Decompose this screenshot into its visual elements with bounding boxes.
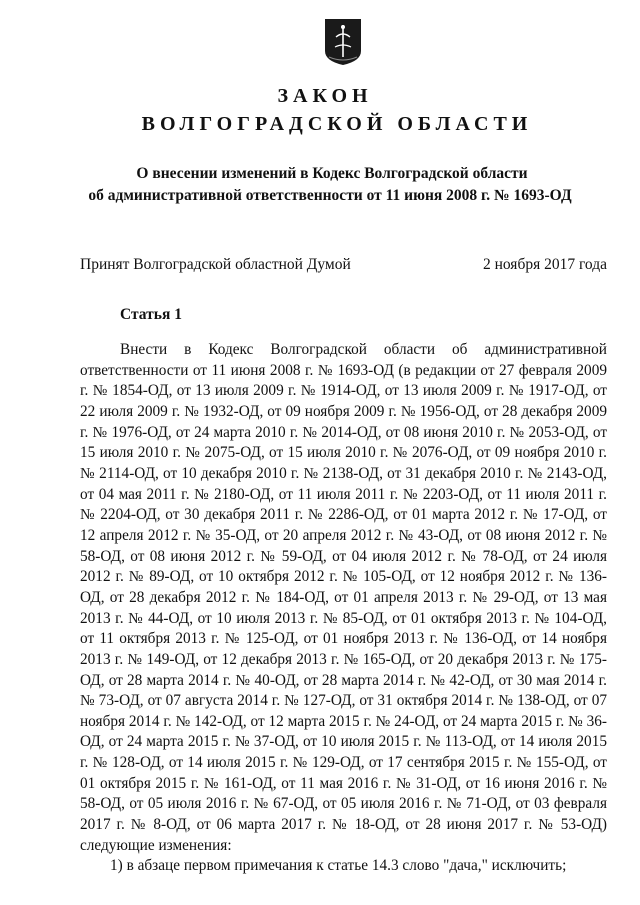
article-item-1: 1) в абзаце первом примечания к статье 14.3 слово "дача," исключить; <box>110 857 567 875</box>
adopted-by: Принят Волгоградской областной Думой <box>80 256 351 273</box>
article-body <box>80 340 607 877</box>
document-subtitle-line2: об административной ответственности от 11 июня 2008 г. № 1693-ОД <box>88 187 572 204</box>
article-intro-paragraph: Внести в Кодекс Волгоградской области об административной ответственности от 11 июня 2008 г. № 1693-ОД (в редакции от 27 февраля 2009 г. № 1854-ОД, от 13 июля 2009 г. № 1914-ОД, от 13 июля 2009 г. № 1917-ОД, от 22 июля 2009 г. № 1932-ОД, от 09 ноября 2009 г. № 1956-ОД, от 28 декабря 2009 г. № 1976-ОД, от 24 марта 2010 г. № 2014-ОД, от 08 июня 2010 г. № 2053-ОД, от 15 июля 2010 г. № 2075-ОД, от 15 июля 2010 г. № 2076-ОД, от 09 ноября 2010 г. № 2114-ОД, от 10 декабря 2010 г. № 2138-ОД, от 31 декабря 2010 г. № 2143-ОД, от 04 мая 2011 г. № 2180-ОД, от 11 июля 2011 г. № 2203-ОД, от 11 июля 2011 г. № 2204-ОД, от 30 декабря 2011 г. № 2286-ОД, от 01 марта 2012 г. № 17-ОД, от 12 апреля 2012 г. № 35-ОД, от 20 апреля 2012 г. № 43-ОД, от 08 июня 2012 г. № 58-ОД, от 08 июня 2012 г. № 59-ОД, от 04 июля 2012 г. № 78-ОД, от 24 июля 2012 г. № 89-ОД, от 10 октября 2012 г. № 105-ОД, от 12 ноября 2012 г. № 136-ОД, от 28 декабря 2012 г. № 184-ОД, от 01 апреля 2013 г. № 29-ОД, от 13 мая 2013 г. № 44-ОД, от 10 июля 2013 г. № 85-ОД, от 01 октября 2013 г. № 104-ОД, от 11 октября 2013 г. № 125-ОД, от 01 ноября 2013 г. № 136-ОД, от 14 ноября 2013 г. № 149-ОД, от 12 декабря 2013 г. № 165-ОД, от 20 декабря 2013 г. № 175-ОД, от 28 марта 2014 г. № 40-ОД, от 28 марта 2014 г. № 42-ОД, от 30 мая 2014 г. № 73-ОД, от 07 августа 2014 г. № 127-ОД, от 31 октября 2014 г. № 138-ОД, от 07 ноября 2014 г. № 142-ОД, от 12 марта 2015 г. № 24-ОД, от 24 марта 2015 г. № 36-ОД, от 24 марта 2015 г. № 37-ОД, от 10 июля 2015 г. № 113-ОД, от 14 июля 2015 г. № 128-ОД, от 14 июля 2015 г. № 129-ОД, от 17 сентября 2015 г. № 155-ОД, от 01 октября 2015 г. № 161-ОД, от 11 мая 2016 г. № 31-ОД, от 16 июня 2016 г. № 58-ОД, от 05 июля 2016 г. № 67-ОД, от 05 июля 2016 г. № 71-ОД, от 03 февраля 2017 г. № 8-ОД, от 06 марта 2017 г. № 18-ОД, от 28 июня 2017 г. № 53-ОД) следующие изменения: <box>80 341 607 854</box>
document-subtitle-line1: О внесении изменений в Кодекс Волгоградской области <box>136 165 528 182</box>
region-title: ВОЛГОГРАДСКОЙ ОБЛАСТИ <box>141 113 533 135</box>
article-heading: Статья 1 <box>120 306 182 323</box>
adoption-date: 2 ноября 2017 года <box>482 256 607 273</box>
law-title: ЗАКОН <box>277 85 373 107</box>
coat-of-arms-icon <box>323 17 363 67</box>
adoption-line <box>80 256 607 274</box>
